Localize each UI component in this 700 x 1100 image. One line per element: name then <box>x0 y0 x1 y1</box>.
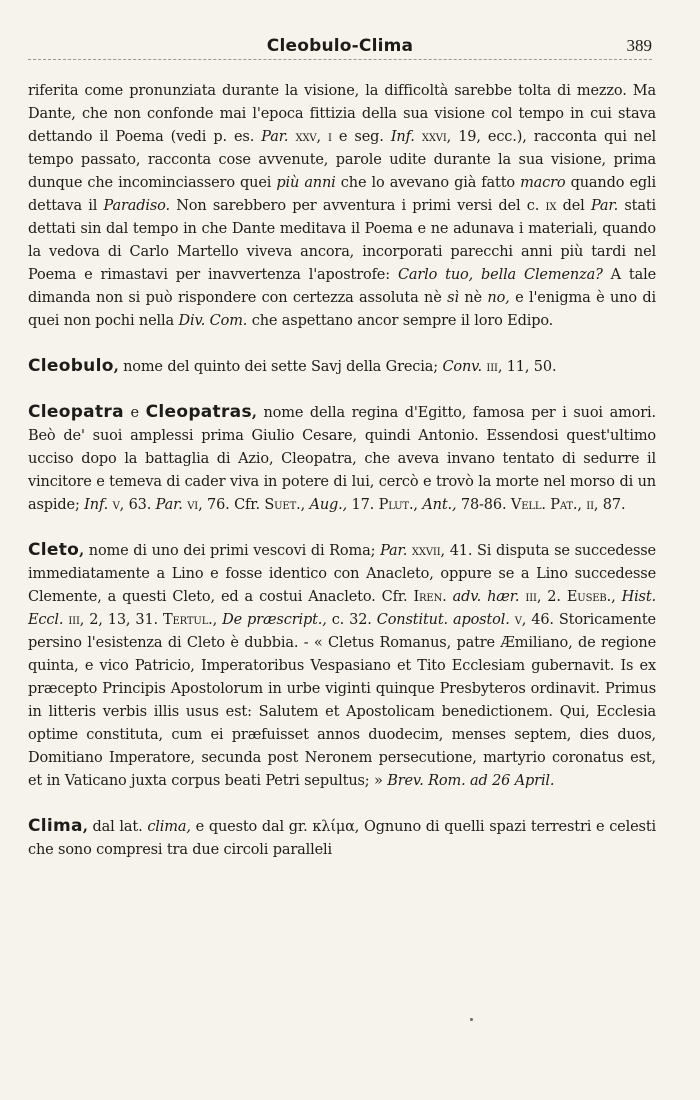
citation-numeral: ix <box>545 198 557 214</box>
citation-italic: Div. Com. <box>178 313 248 329</box>
citation-italic: Conv. <box>442 359 482 375</box>
entry-cleto <box>28 539 656 793</box>
citation-italic: Par. <box>590 198 619 214</box>
author-smallcaps: Tertul. <box>163 612 213 628</box>
emphasis-italic: clima, <box>147 819 191 835</box>
entry-headword: Cleto <box>28 540 80 560</box>
running-head: Cleobulo-Clima <box>266 36 414 56</box>
page-number: 389 <box>626 36 652 55</box>
entry-clima <box>28 815 656 862</box>
text-run: , 11, 50. <box>497 359 557 375</box>
text-run: 78-86. <box>456 497 511 513</box>
citation-italic: adv. hær. <box>452 589 520 605</box>
author-smallcaps: Suet. <box>264 497 301 513</box>
text-run: riferita come pronunziata durante la visione, la difficoltà sarebbe tolta di mezzo. Ma Dante, che non confonde mai l'epoca fittizia della sua visione col tempo in cui stava dettando il Poema (vedi p. es. <box>28 83 656 145</box>
citation-italic: Constitut. apostol. <box>376 612 510 628</box>
citation-numeral: iii <box>525 589 537 605</box>
text-run: c. 32. <box>326 612 377 628</box>
headword-comma: , <box>113 358 119 375</box>
citation-numeral: v <box>112 497 120 513</box>
paper-speck <box>470 1018 473 1021</box>
entry-headword: Clima <box>28 816 83 836</box>
text-run: del <box>556 198 591 214</box>
text-run: che lo avevano già fatto <box>335 175 521 191</box>
text-run: , <box>577 497 587 513</box>
entry-headword: Cleopatra <box>28 402 124 422</box>
headword-comma: , <box>82 818 88 835</box>
intro-paragraph <box>28 80 656 333</box>
citation-numeral: iii <box>68 612 80 628</box>
emphasis-italic: più anni <box>276 175 336 191</box>
text-run: stati dettati sin dal tempo in che Dante meditava il Poema e ne adunava i materiali, quando la vedova di Carlo Martello viveva ancora, incorporati parecchi anni più tardi nel Poema e rimastavi per inavvertenza l'apostrofe: <box>28 198 656 283</box>
citation-numeral: v <box>514 612 522 628</box>
author-smallcaps: Euseb. <box>566 589 612 605</box>
text-run: e seg. <box>331 129 391 145</box>
text-run: , <box>611 589 622 605</box>
citation-italic: Par. <box>155 497 183 513</box>
author-smallcaps: Plut. <box>378 497 414 513</box>
citation-italic: Inf. <box>84 497 109 513</box>
entry-headword: Cleobulo <box>28 356 114 376</box>
citation-numeral: xxv, i <box>295 129 332 145</box>
text-run: , <box>300 497 310 513</box>
text-run <box>415 129 422 145</box>
text-run: , 46. Storicamente persino l'esistenza di Cleto è dubbia. - « Cletus Romanus, patre Æmiliano, de regione quinta, e vico Patricio, Imperatoribus Vespasiano et Tito Ecclesiam gubernavit. Is ex præcepto Principis Apostolorum in urbe viginti quinque Presbyteros ordinavit. Primus in litteris verbis illis usus est: Salutem et Apostolicam benedictionem. Qui, Ecclesia optime constituta, cum ei præfuisset annos duodecim, menses septem, dies duos, Domitiano Imperatore, secunda post Neronem persecutione, martyrio coronatus est, et in Vaticano juxta corpus beati Petri sepultus; » <box>28 612 656 789</box>
citation-italic: Aug., <box>309 497 348 513</box>
citation-italic: Inf. <box>390 129 415 145</box>
citation-italic: Par. <box>261 129 289 145</box>
citation-italic: Hist. Eccl. <box>28 589 656 628</box>
text-run: , <box>413 497 423 513</box>
text-run: quando egli dettava il <box>28 175 656 214</box>
emphasis-italic: no, <box>487 290 510 306</box>
citation-numeral: xxvii <box>411 543 441 559</box>
citation-numeral: xxvi <box>421 129 447 145</box>
text-run: nome della regina d'Egitto, famosa per i suoi amori. Beò de' suoi amplessi prima Giulio Cesare, quindi Antonio. Essendosi quest'ultimo ucciso dopo la battaglia di Azio, Cleopatra, che aveva invano tentato di sedurre il vincitore e temeva di cader viva in potere di lui, cercò e trovò la morte nel morso di un aspide; <box>28 405 656 513</box>
text-run: nome di uno dei primi vescovi di Roma; <box>84 543 381 559</box>
citation-italic: Par. <box>380 543 408 559</box>
text-run: nè <box>458 290 488 306</box>
entry-cleopatra <box>28 401 656 517</box>
citation-italic: Ant., <box>422 497 457 513</box>
text-run: 17. <box>347 497 379 513</box>
entry-headword: Cleopatras <box>145 402 252 422</box>
text-run: , 87. <box>593 497 626 513</box>
headword-comma: , <box>251 404 257 421</box>
text-run: nome del quinto dei sette Savj della Grecia; <box>118 359 443 375</box>
text-run: , 63. <box>119 497 156 513</box>
text-run: , 19, ecc.), racconta qui nel tempo passato, racconta cose avvenute, parole udite durante la sua visione, prima dunque che incominciassero quei <box>28 129 656 191</box>
text-run: dal lat. <box>87 819 148 835</box>
author-smallcaps: Vell. Pat. <box>510 497 578 513</box>
text-run: e questo dal gr. κλίμα, Ognuno di quelli spazi terrestri e celesti che sono compresi tra due circoli paralleli <box>28 819 656 858</box>
emphasis-italic: Paradiso. <box>103 198 170 214</box>
citation-numeral: vi <box>187 497 199 513</box>
text-run: e <box>123 405 146 421</box>
text-run: e l'enigma è uno di quei non pochi nella <box>28 290 656 329</box>
headword-comma: , <box>79 542 85 559</box>
text-run: , <box>212 612 223 628</box>
page-header <box>28 30 652 64</box>
citation-italic: Brev. Rom. ad 26 April. <box>387 773 555 789</box>
entry-cleobulo <box>28 355 656 379</box>
text-run: Non sarebbero per avventura i primi versi del c. <box>169 198 546 214</box>
citation-numeral: iii <box>486 359 498 375</box>
text-run: , 76. Cfr. <box>198 497 265 513</box>
citation-italic: De præscript., <box>222 612 327 628</box>
emphasis-italic: sì <box>447 290 459 306</box>
header-rule <box>28 59 652 60</box>
emphasis-italic: macro <box>520 175 566 191</box>
author-smallcaps: Iren. <box>413 589 447 605</box>
citation-numeral: ii <box>586 497 594 513</box>
text-run: , 2. <box>536 589 567 605</box>
text-run: A tale dimanda non si può rispondere con certezza assoluta nè <box>28 267 657 306</box>
quotation-italic: Carlo tuo, bella Clemenza? <box>397 267 603 283</box>
text-run: , 41. Si disputa se succedesse immediatamente a Lino e fosse identico con Anacleto, oppure se a Lino succedesse Clemente, a questi Cleto, ed a costui Anacleto. Cfr. <box>28 543 656 605</box>
text-run: che aspettano ancor sempre il loro Edipo. <box>247 313 554 329</box>
text-run: , 2, 13, 31. <box>79 612 164 628</box>
page-body <box>28 80 656 862</box>
